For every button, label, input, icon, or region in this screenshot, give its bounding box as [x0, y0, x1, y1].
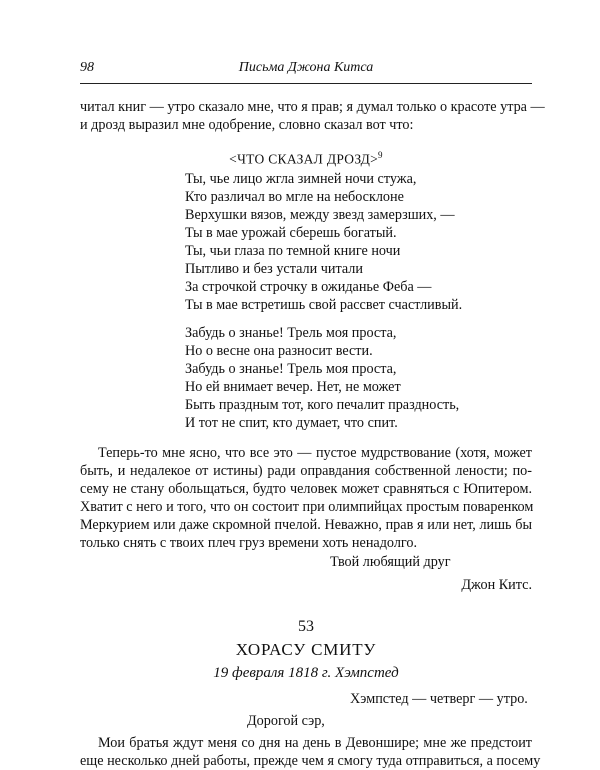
- verse-line: Но о весне она разносит вести.: [185, 343, 373, 359]
- verse-line: Ты, чьи глаза по темной книге ночи: [185, 243, 401, 259]
- text-line: сему не стану обольщаться, будто человек может сравняться с Юпитером.: [80, 481, 532, 497]
- verse-line: Ты, чье лицо жгла зимней ночи стужа,: [185, 171, 417, 187]
- verse-line: Забудь о знанье! Трель моя проста,: [185, 325, 397, 341]
- verse-line: Ты в мае урожай сберешь богатый.: [185, 225, 397, 241]
- place-time: Хэмпстед — четверг — утро.: [350, 691, 528, 707]
- verse-line: Но ей внимает вечер. Нет, не может: [185, 379, 401, 395]
- closing: Твой любящий друг: [330, 554, 451, 570]
- text-line: Хватит с него и того, что он состоит при олимпийцах простым поваренком: [80, 499, 534, 515]
- verse-line: Забудь о знанье! Трель моя проста,: [185, 361, 397, 377]
- verse-line: За строчкой строчку в ожиданье Феба —: [185, 279, 432, 295]
- letter-date: 19 февраля 1818 г. Хэмпстед: [213, 665, 399, 681]
- verse-line: Ты в мае встретишь свой рассвет счастливый.: [185, 297, 463, 313]
- letter-addressee: ХОРАСУ СМИТУ: [235, 640, 377, 659]
- text-line: Мои братья ждут меня со дня на день в Девоншире; мне же предстоит: [98, 735, 532, 751]
- running-title: Письма Джона Китса: [238, 60, 374, 75]
- text-line: читал книг — утро сказало мне, что я прав; я думал только о красоте утра —: [80, 99, 545, 115]
- page-number: 98: [80, 60, 94, 75]
- verse-line: Быть праздным тот, кого печалит праздность,: [185, 397, 460, 413]
- text-line: Меркурием или даже скромной пчелой. Неважно, прав я или нет, лишь бы: [80, 517, 532, 533]
- text-line: только снять с твоих плеч груз времени хоть ненадолго.: [80, 535, 418, 551]
- header-rule: [80, 83, 532, 84]
- text-line: еще несколько дней работы, прежде чем я смогу туда отправиться, а посему: [80, 753, 541, 769]
- verse-line: Кто различал во мгле на небосклоне: [185, 189, 404, 205]
- text-line: быть, и недалекое от истины) ради оправдания собственной лености; по-: [80, 463, 532, 479]
- footnote-mark: 9: [378, 150, 383, 160]
- poem-title-text: <ЧТО СКАЗАЛ ДРОЗД>: [229, 151, 379, 167]
- verse-line: И тот не спит, кто думает, что спит.: [185, 415, 398, 431]
- verse-line: Пытливо и без устали читали: [185, 261, 363, 277]
- verse-line: Верхушки вязов, между звезд замерзших, —: [185, 207, 455, 223]
- text-line: и дрозд выразил мне одобрение, словно сказал вот что:: [80, 117, 414, 133]
- text-line: Теперь-то мне ясно, что все это — пустое мудрствование (хотя, может: [98, 445, 532, 461]
- salutation: Дорогой сэр,: [247, 713, 325, 729]
- poem-title: [80, 146, 532, 169]
- signature: Джон Китс.: [461, 577, 532, 593]
- page-header: [80, 60, 532, 80]
- letter-number: 53: [298, 618, 314, 635]
